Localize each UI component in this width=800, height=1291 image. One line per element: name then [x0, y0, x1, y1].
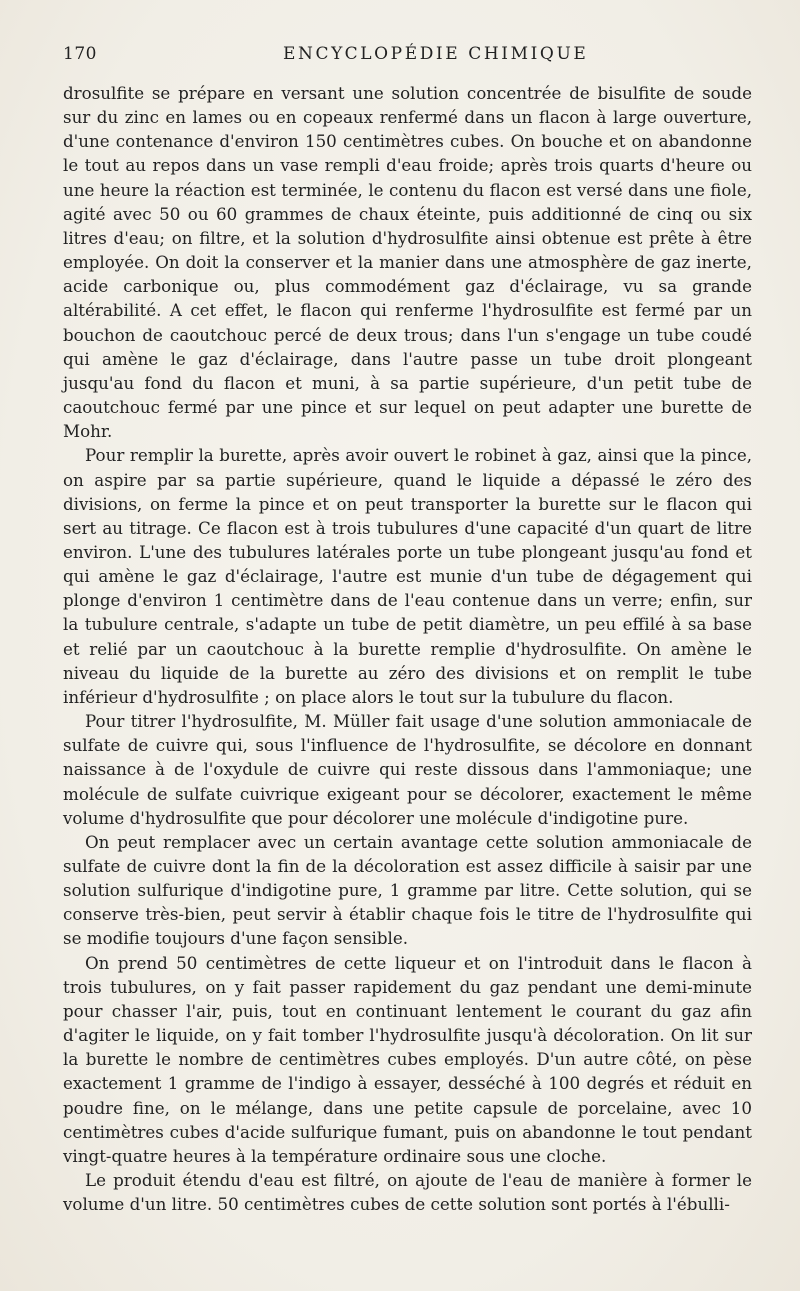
paragraph-indigotine-solution: On peut remplacer avec un certain avantage cette solution ammoniacale de sulfate de cuivre dont la fin de la décoloration est assez difficile à saisir par une solution sulfurique d'indigotine pure, 1 gramme par litre. Cette solution, qui se conserve très-bien, peut servir à établir chaque fois le titre de l'hydrosulfite qui se modifie toujours d'une façon sensible. — [63, 831, 752, 949]
running-head — [63, 44, 754, 70]
paragraph-continuation: drosulfite se prépare en versant une solution concentrée de bisulfite de soude sur du zinc en lames ou en copeaux renfermé dans un flacon à large ouverture, d'une contenance d'environ 150 centimètres cubes. On bouche et on abandonne le tout au repos dans un vase rempli d'eau froide; après trois quarts d'heure ou une heure la réaction est terminée, le contenu du flacon est versé dans une fiole, agité avec 50 ou 60 grammes de chaux éteinte, puis additionné de cinq ou six litres d'eau; on filtre, et la solution d'hydrosulfite ainsi obtenue est prête à être employée. On doit la conserver et la manier dans une atmosphère de gaz inerte, acide carbonique ou, plus commodément gaz d'éclairage, vu sa grande altérabilité. A cet effet, le flacon qui renferme l'hydrosulfite est fermé par un bouchon de caoutchouc percé de deux trous; dans l'un s'engage un tube coudé qui amène le gaz d'éclairage, dans l'autre passe un tube droit plongeant jusqu'au fond du flacon et muni, à sa partie supérieure, d'un petit tube de caoutchouc fermé par une pince et sur lequel on peut adapter une burette de Mohr. — [63, 83, 752, 442]
paragraph-procedure: On prend 50 centimètres de cette liqueur et on l'introduit dans le flacon à trois tubulures, on y fait passer rapidement du gaz pendant une demi-minute pour chasser l'air, puis, tout en continuant lentement le courant du gaz afin d'agiter le liquide, on y fait tomber l'hydrosulfite jusqu'à décoloration. On lit sur la burette le nombre de centimètres cubes employés. D'un autre côté, on pèse exactement 1 gramme de l'indigo à essayer, desséché à 100 degrés et réduit en poudre fine, on le mélange, dans une petite capsule de porcelaine, avec 10 centimètres cubes d'acide sulfurique fumant, puis on abandonne le tout pendant vingt-quatre heures à la température ordinaire sous une cloche. — [63, 952, 752, 1166]
page-number: 170 — [63, 44, 97, 64]
paragraph-titration-method: Pour titrer l'hydrosulfite, M. Müller fait usage d'une solution ammoniacale de sulfate de cuivre qui, sous l'influence de l'hydrosulfite, se décolore en donnant naissance à de l'oxydule de cuivre qui reste dissous dans l'ammoniaque; une molécule de sulfate cuivrique exigeant pour se décolorer, exactement le même volume d'hydrosulfite que pour décolorer une molécule d'indigotine pure. — [63, 711, 752, 828]
paragraph-burette-filling: Pour remplir la burette, après avoir ouvert le robinet à gaz, ainsi que la pince, on aspire par sa partie supérieure, quand le liquide a dépassé le zéro des divisions, on ferme la pince et on peut transporter la burette sur le flacon qui sert au titrage. Ce flacon est à trois tubulures d'une capacité d'un quart de litre environ. L'une des tubulures latérales porte un tube plongeant jusqu'au fond et qui amène le gaz d'éclairage, l'autre est munie d'un tube de dégagement qui plonge d'environ 1 centimètre dans de l'eau contenue dans un verre; enfin, sur la tubulure centrale, s'adapte un tube de petit diamètre, un peu effilé à sa base et relié par un caoutchouc à la burette remplie d'hydrosulfite. On amène le niveau du liquide de la burette au zéro des divisions et on remplit le tube inférieur d'hydrosulfite ; on place alors le tout sur la tubulure du flacon. — [63, 445, 752, 707]
paragraph-dilution: Le produit étendu d'eau est filtré, on ajoute de l'eau de manière à former le volume d'un litre. 50 centimètres cubes de cette solution sont portés à l'ébulli- — [63, 1170, 752, 1215]
body-text — [63, 81, 752, 1216]
running-title: ENCYCLOPÉDIE CHIMIQUE — [283, 44, 589, 64]
